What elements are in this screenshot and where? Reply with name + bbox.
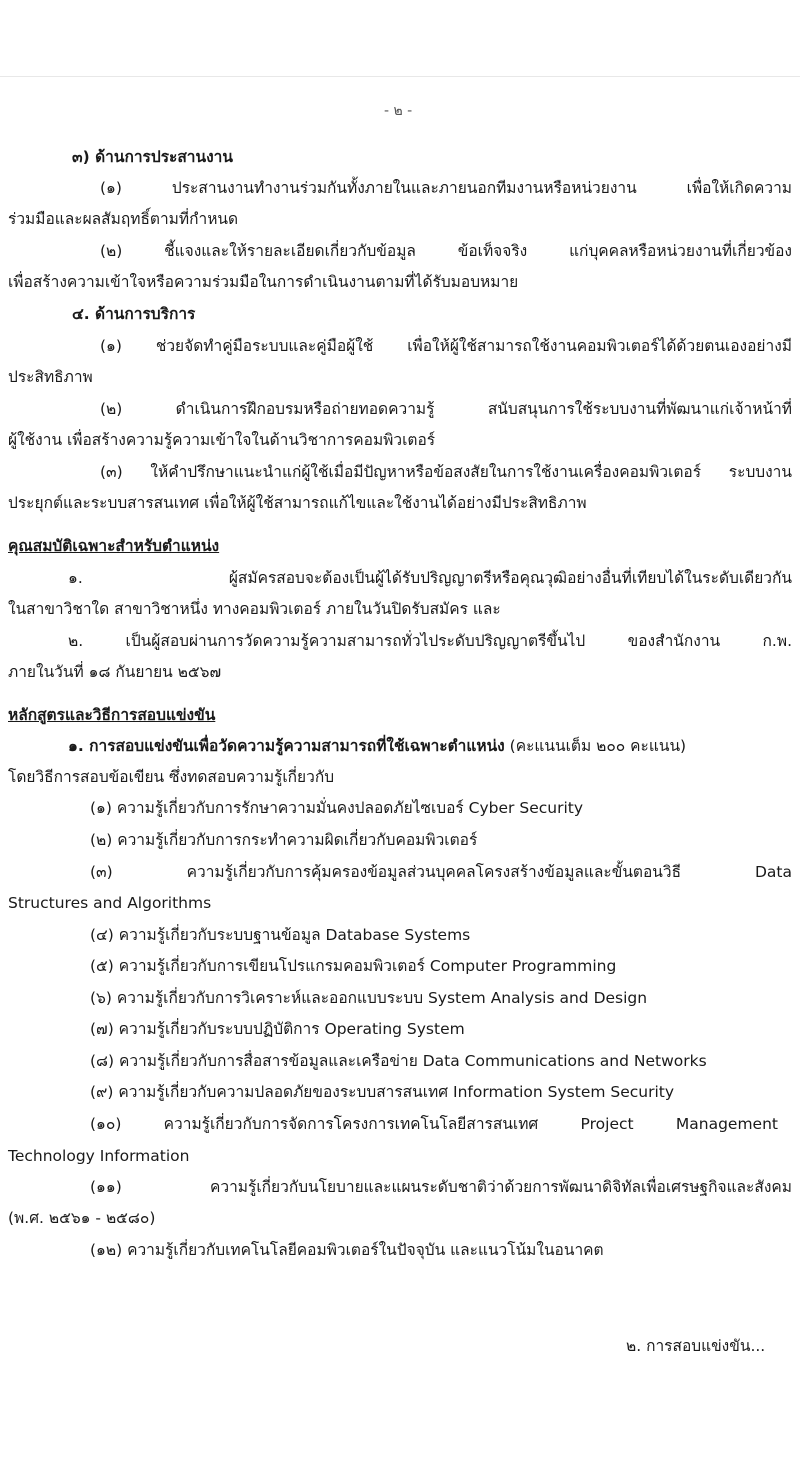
curriculum-heading: หลักสูตรและวิธีการสอบแข่งขัน bbox=[8, 706, 216, 724]
knowledge-item-1: (๑) ความรู้เกี่ยวกับการรักษาความมั่นคงปลอดภัยไซเบอร์ Cyber Security bbox=[90, 799, 584, 817]
qualification-1-line2: ในสาขาวิชาใด สาขาวิชาหนึ่ง ทางคอมพิวเตอร์ ภายในวันปิดรับสมัคร และ bbox=[8, 600, 501, 618]
section3-item1-line2: ร่วมมือและผลสัมฤทธิ์ตามที่กำหนด bbox=[8, 210, 239, 228]
knowledge-item-7: (๗) ความรู้เกี่ยวกับระบบปฏิบัติการ Operating System bbox=[90, 1020, 465, 1038]
exam1-title: ๑. การสอบแข่งขันเพื่อวัดความรู้ความสามารถที่ใช้เฉพาะตำแหน่ง bbox=[68, 737, 505, 755]
section4-item3-line2: ประยุกต์และระบบสารสนเทศ เพื่อให้ผู้ใช้สามารถแก้ไขและใช้งานได้อย่างมีประสิทธิภาพ bbox=[8, 494, 587, 512]
section4-item2-line1: (๒) ดำเนินการฝึกอบรมหรือถ่ายทอดความรู้ สนับสนุนการใช้ระบบงานที่พัฒนาแก่เจ้าหน้าที่ bbox=[100, 400, 792, 418]
section3-heading: ๓) ด้านการประสานงาน bbox=[72, 148, 233, 166]
knowledge-item-12: (๑๒) ความรู้เกี่ยวกับเทคโนโลยีคอมพิวเตอร์ในปัจจุบัน และแนวโน้มในอนาคต bbox=[90, 1241, 604, 1259]
scan-edge-line bbox=[0, 76, 800, 77]
section3-item2-line1: (๒) ชี้แจงและให้รายละเอียดเกี่ยวกับข้อมูล ข้อเท็จจริง แก่บุคคลหรือหน่วยงานที่เกี่ยวข้อง bbox=[100, 242, 792, 260]
qualifications-heading: คุณสมบัติเฉพาะสำหรับตำแหน่ง bbox=[8, 537, 220, 555]
section4-heading: ๔. ด้านการบริการ bbox=[72, 305, 196, 323]
section4-item3-line1: (๓) ให้คำปรึกษาแนะนำแก่ผู้ใช้เมื่อมีปัญหาหรือข้อสงสัยในการใช้งานเครื่องคอมพิวเตอร์ ระบบงาน bbox=[100, 463, 792, 481]
knowledge-item-5: (๕) ความรู้เกี่ยวกับการเขียนโปรแกรมคอมพิวเตอร์ Computer Programming bbox=[90, 957, 617, 975]
section4-item2-line2: ผู้ใช้งาน เพื่อสร้างความรู้ความเข้าใจในด้านวิชาการคอมพิวเตอร์ bbox=[8, 431, 436, 449]
knowledge-item-6: (๖) ความรู้เกี่ยวกับการวิเคราะห์และออกแบบระบบ System Analysis and Design bbox=[90, 989, 648, 1007]
knowledge-item-8: (๘) ความรู้เกี่ยวกับการสื่อสารข้อมูลและเครือข่าย Data Communications and Networks bbox=[90, 1052, 707, 1070]
continuation-note: ๒. การสอบแข่งขัน... bbox=[626, 1337, 766, 1355]
page-number: - ๒ - bbox=[384, 103, 413, 119]
section4-item1-line1: (๑) ช่วยจัดทำคู่มือระบบและคู่มือผู้ใช้ เพื่อให้ผู้ใช้สามารถใช้งานคอมพิวเตอร์ได้ด้วยตนเองอย่างมี bbox=[100, 337, 792, 355]
knowledge-item-4: (๔) ความรู้เกี่ยวกับระบบฐานข้อมูล Database Systems bbox=[90, 926, 471, 944]
knowledge-item-11-line2: (พ.ศ. ๒๕๖๑ - ๒๕๘๐) bbox=[8, 1209, 156, 1227]
section4-item1-line2: ประสิทธิภาพ bbox=[8, 368, 93, 386]
knowledge-item-3-line2: Structures and Algorithms bbox=[8, 894, 212, 912]
qualification-2-line1: ๒. เป็นผู้สอบผ่านการวัดความรู้ความสามารถทั่วไประดับปริญญาตรีขึ้นไป ของสำนักงาน ก.พ. bbox=[68, 632, 792, 650]
qualification-2-line2: ภายในวันที่ ๑๘ กันยายน ๒๕๖๗ bbox=[8, 663, 222, 681]
qualification-1-line1: ๑. ผู้สมัครสอบจะต้องเป็นผู้ได้รับปริญญาตรีหรือคุณวุฒิอย่างอื่นที่เทียบได้ในระดับเดียวกัน bbox=[68, 569, 792, 587]
section3-item2-line2: เพื่อสร้างความเข้าใจหรือความร่วมมือในการดำเนินงานตามที่ได้รับมอบหมาย bbox=[8, 273, 519, 291]
knowledge-item-10-line1: (๑๐) ความรู้เกี่ยวกับการจัดการโครงการเทคโนโลยีสารสนเทศ Project Management bbox=[90, 1115, 778, 1133]
knowledge-item-2: (๒) ความรู้เกี่ยวกับการกระทำความผิดเกี่ยวกับคอมพิวเตอร์ bbox=[90, 831, 478, 849]
knowledge-item-9: (๙) ความรู้เกี่ยวกับความปลอดภัยของระบบสารสนเทศ Information System Security bbox=[90, 1083, 675, 1101]
knowledge-item-10-line2: Technology Information bbox=[8, 1147, 190, 1165]
section3-item1-line1: (๑) ประสานงานทำงานร่วมกันทั้งภายในและภายนอกทีมงานหรือหน่วยงาน เพื่อให้เกิดความ bbox=[100, 179, 792, 197]
exam1-score: (คะแนนเต็ม ๒๐๐ คะแนน) bbox=[504, 737, 687, 755]
knowledge-item-11-line1: (๑๑) ความรู้เกี่ยวกับนโยบายและแผนระดับชาติว่าด้วยการพัฒนาดิจิทัลเพื่อเศรษฐกิจและสังคม bbox=[90, 1178, 792, 1196]
exam1-method: โดยวิธีการสอบข้อเขียน ซึ่งทดสอบความรู้เกี่ยวกับ bbox=[8, 768, 335, 786]
exam1-title-line bbox=[68, 735, 686, 757]
knowledge-item-3-line1: (๓) ความรู้เกี่ยวกับการคุ้มครองข้อมูลส่วนบุคคลโครงสร้างข้อมูลและขั้นตอนวิธี Data bbox=[90, 863, 792, 881]
